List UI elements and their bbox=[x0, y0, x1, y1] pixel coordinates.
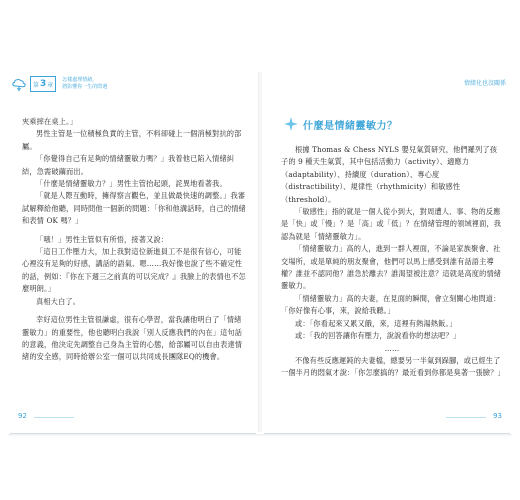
body-text bbox=[281, 144, 503, 380]
paragraph: 「敏感性」指的就是一個人從小到大，對周遭人、事、物的反應是「快」或「慢」？是「高」或「低」？在情緒管理的領域裡面，我認為就是「情緒靈敏力」。 bbox=[281, 207, 502, 241]
chapter-subtitle-line: 將影響你一生的際遇 bbox=[62, 84, 108, 90]
paragraph: 「什麼是情緒靈敏力？」男性主管抬起頭，詫異地看著我。 bbox=[36, 179, 227, 189]
right-page bbox=[263, 72, 512, 432]
paragraph: 男性主管是一位積極負責的主管，不料卻碰上一個消極對抗的部屬。 bbox=[22, 129, 242, 151]
paragraph: 夾乘摔在桌上。」 bbox=[22, 117, 78, 126]
section-heading bbox=[283, 116, 398, 132]
page-number: 93 bbox=[493, 412, 502, 420]
paragraph: 不像有些反應遲鈍的夫妻檔，總要另一半氣到跺腳，或已經生了一個半月的悶氣才說：「你怎麼搞的？最近看到你都是臭著一張臉？」 bbox=[281, 355, 505, 378]
paragraph: 「哦！」男性主管似有所悟，接著又說： bbox=[36, 234, 169, 244]
page-number-rule bbox=[34, 417, 74, 418]
page-number: 92 bbox=[18, 412, 27, 420]
chapter-subtitle-line: 怎樣處理情緒， bbox=[62, 77, 98, 83]
page-number-rule bbox=[446, 417, 486, 418]
chapter-label bbox=[30, 76, 56, 92]
body-text bbox=[22, 116, 248, 364]
left-page bbox=[8, 72, 257, 432]
running-title: 情緒化也沒關係 bbox=[463, 80, 506, 87]
tree-cloud-icon bbox=[12, 77, 26, 91]
paragraph: 「情緒靈敏力」高的夫妻，在見面的瞬間，會立刻關心地問道：「你好像有心事，來，說給我聽。」 bbox=[281, 293, 501, 316]
paragraph: 「情緒靈敏力」高的人，進到一群人裡面，不論是家族聚會、社交場所，或是單純的朋友聚會，他們可以馬上感受到誰有話語主導權？誰並不認同他？誰急於離去？誰渴望被注意？這就是高度的情緒靈敏力。 bbox=[281, 244, 502, 291]
paragraph: 或：「我的回答讓你有壓力，說說看你的想法吧？」 bbox=[295, 331, 461, 341]
paragraph: 幸好這位男性主管很謙虛，很有心學習，當我讓他明白了「情緒靈敏力」的重要性，他也聽明白我說「別人反應我們的內在」這句話的意義，他決定先調整自己身為主管的心態，給部屬可以自由表達情緒的安全感，同時給辦公室一個可以共同成長團隊EQ的機會。 bbox=[22, 315, 243, 362]
paragraph: 根據 Thomas & Chess NYLS 嬰兒氣質研究，他們羅列了孩子的 9 種天生氣質，其中包括活動力（activity）、適應力（adaptability）、持續度（duration）、專心度（distractibility）、規律性（rhythmicity）和敏感性（threshold）。 bbox=[281, 145, 498, 204]
chapter-suffix: 章 bbox=[47, 81, 54, 89]
chapter-subtitle bbox=[62, 77, 110, 91]
paragraph: 或：「你看起來又累又餓，來，這裡有熱湯熱飯。」 bbox=[295, 318, 457, 328]
chapter-number: 3 bbox=[40, 79, 47, 89]
book-gutter bbox=[258, 72, 262, 432]
paragraph: 真相大白了。 bbox=[36, 296, 81, 306]
section-title: 什麼是情緒靈敏力？ bbox=[303, 120, 398, 132]
page-edge-shadow bbox=[8, 434, 512, 437]
separator: …… bbox=[384, 343, 400, 353]
paragraph: 「這日工作壓力大，加上我對這位新進員工不是很有信心，可能心裡沒有足夠的好感，講話的語氣、嗯……我好像也說了些不確定性的話，例如：『你在下週三之前真的可以完成？』我臉上的表情也不怎麼明朗。」 bbox=[22, 247, 246, 294]
chapter-header bbox=[12, 76, 110, 92]
chapter-prefix: 第 bbox=[33, 81, 40, 89]
paragraph: 「就是人際互動時，擁得察言觀色，並且做最快速的調整。」我審試解釋給他聽，同時問他一個新的問題：「你和他溝話時，自己的情緒和表情 OK 嗎？」 bbox=[22, 191, 246, 226]
paragraph: 「你覺得自己有足夠的情緒靈敏力嗎？」我着他已陷入情緒糾結，急需破繭而出。 bbox=[22, 154, 235, 176]
sparkle-icon bbox=[283, 116, 299, 132]
